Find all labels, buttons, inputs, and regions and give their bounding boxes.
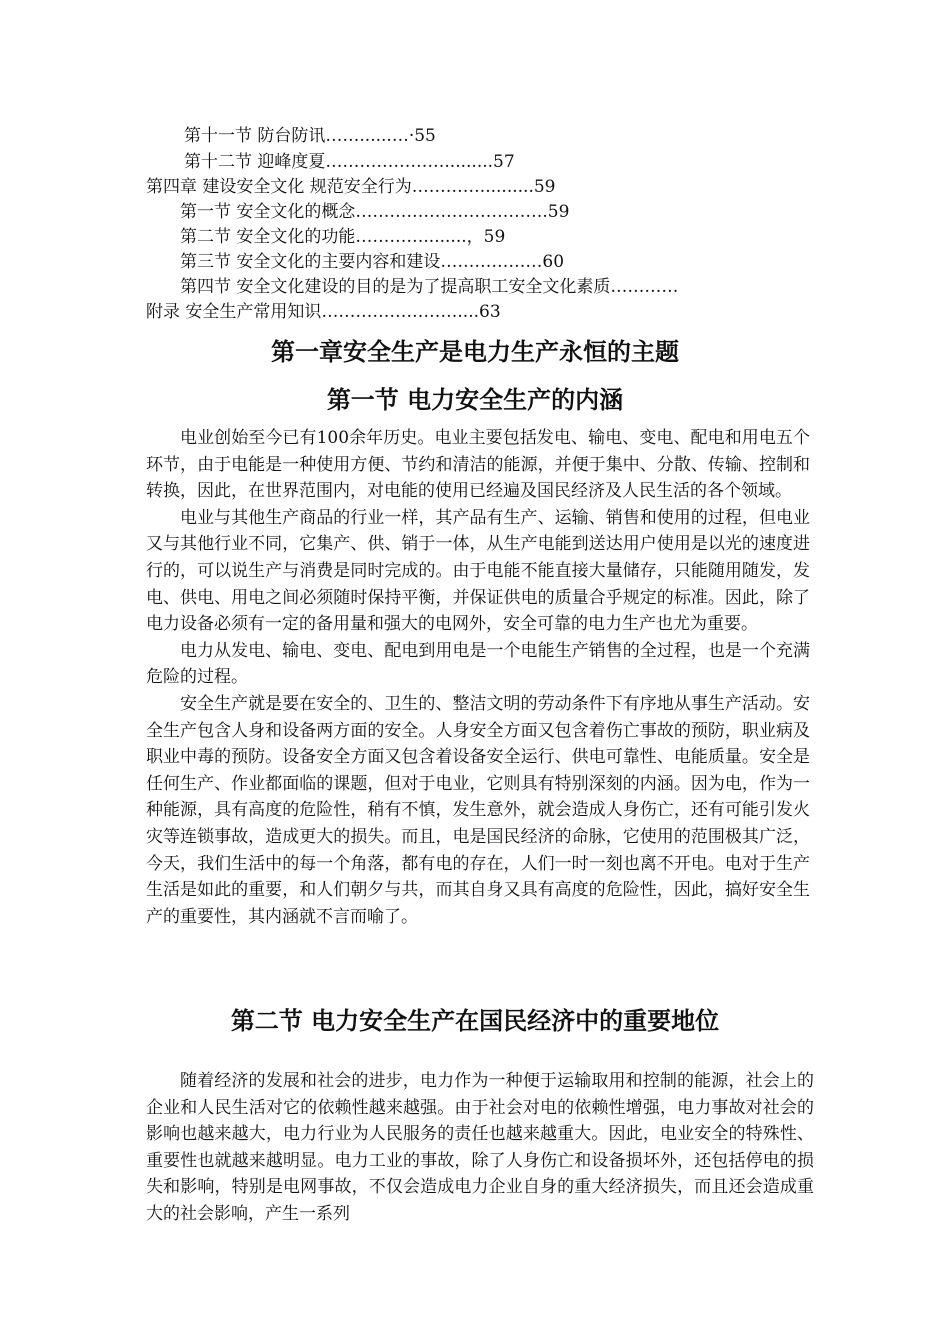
- paragraph: 随着经济的发展和社会的进步，电力作为一种便于运输取用和控制的能源，社会上的企业和人民生活对它的依赖性越来越强。由于社会对电的依赖性增强，电力事故对社会的影响也越来越大，电力行业为人民服务的责任也越来越重大。因此，电业安全的特殊性、重要性也就越来越明显。电力工业的事故，除了人身伤亡和设备损坏外，还包括停电的损失和影响，特别是电网事故，不仅会造成电力企业自身的重大经济损失，而且还会造成重大的社会影响，产生一系列: [146, 1071, 814, 1224]
- chapter-title: 第一章安全生产是电力生产永恒的主题: [271, 337, 679, 366]
- toc-entry: 第四章 建设安全文化 规范安全行为…………..........59: [146, 177, 556, 197]
- section-body: [146, 1068, 814, 1228]
- toc-entry: 第十一节 防台防讯……......…·55: [184, 126, 436, 146]
- paragraph: 电力从发电、输电、变电、配电到用电是一个电能生产销售的全过程，也是一个充满危险的过程。: [146, 640, 810, 688]
- toc-entry: 第一节 安全文化的概念…………………………….59: [180, 202, 570, 222]
- toc-entry: 第十二节 迎峰度夏………………….........57: [184, 152, 515, 172]
- paragraph: 电业与其他生产商品的行业一样，其产品有生产、运输、销售和使用的过程，但电业又与其他行业不同，它集产、供、销于一体，从生产电能到送达用户使用是以光的速度进行的，可以说生产与消费是同时完成的。由于电能不能直接大量储存，只能随用随发，发电、供电、用电之间必须随时保持平衡，并保证供电的质量合乎规定的标准。因此，除了电力设备必须有一定的备用量和强大的电网外，安全可靠的电力生产也尤为重要。: [146, 507, 810, 635]
- toc-entry: 第四节 安全文化建设的目的是为了提高职工安全文化素质…………: [180, 277, 679, 297]
- section-title: 第一节 电力安全生产的内涵: [326, 385, 624, 414]
- toc-entry: 第三节 安全文化的主要内容和建设………………60: [180, 252, 565, 272]
- section-title: 第二节 电力安全生产在国民经济中的重要地位: [230, 1006, 720, 1035]
- section-body: [146, 425, 810, 930]
- toc-entry: 附录 安全生产常用知识……………………....63: [146, 302, 501, 322]
- paragraph: 电业创始至今已有100余年历史。电业主要包括发电、输电、变电、配电和用电五个环节，由于电能是一种使用方便、节约和清洁的能源，并便于集中、分散、传输、控制和转换，因此，在世界范围内，对电能的使用已经遍及国民经济及人民生活的各个领域。: [146, 428, 810, 502]
- paragraph: 安全生产就是要在安全的、卫生的、整洁文明的劳动条件下有序地从事生产活动。安全生产包含人身和设备两方面的安全。人身安全方面又包含着伤亡事故的预防，职业病及职业中毒的预防。设备安全方面又包含着设备安全运行、供电可靠性、电能质量。安全是任何生产、作业都面临的课题，但对于电业，它则具有特别深刻的内涵。因为电，作为一种能源，具有高度的危险性，稍有不慎，发生意外，就会造成人身伤亡，还有可能引发火灾等连锁事故，造成更大的损失。而且，电是国民经济的命脉，它使用的范围极其广泛，今天，我们生活中的每一个角落，都有电的存在，人们一时一刻也离不开电。电对于生产生活是如此的重要，和人们朝夕与共，而其自身又具有高度的危险性，因此，搞好安全生产的重要性，其内涵就不言而喻了。: [146, 693, 810, 927]
- toc-entry: 第二节 安全文化的功能…………........，59: [180, 227, 506, 247]
